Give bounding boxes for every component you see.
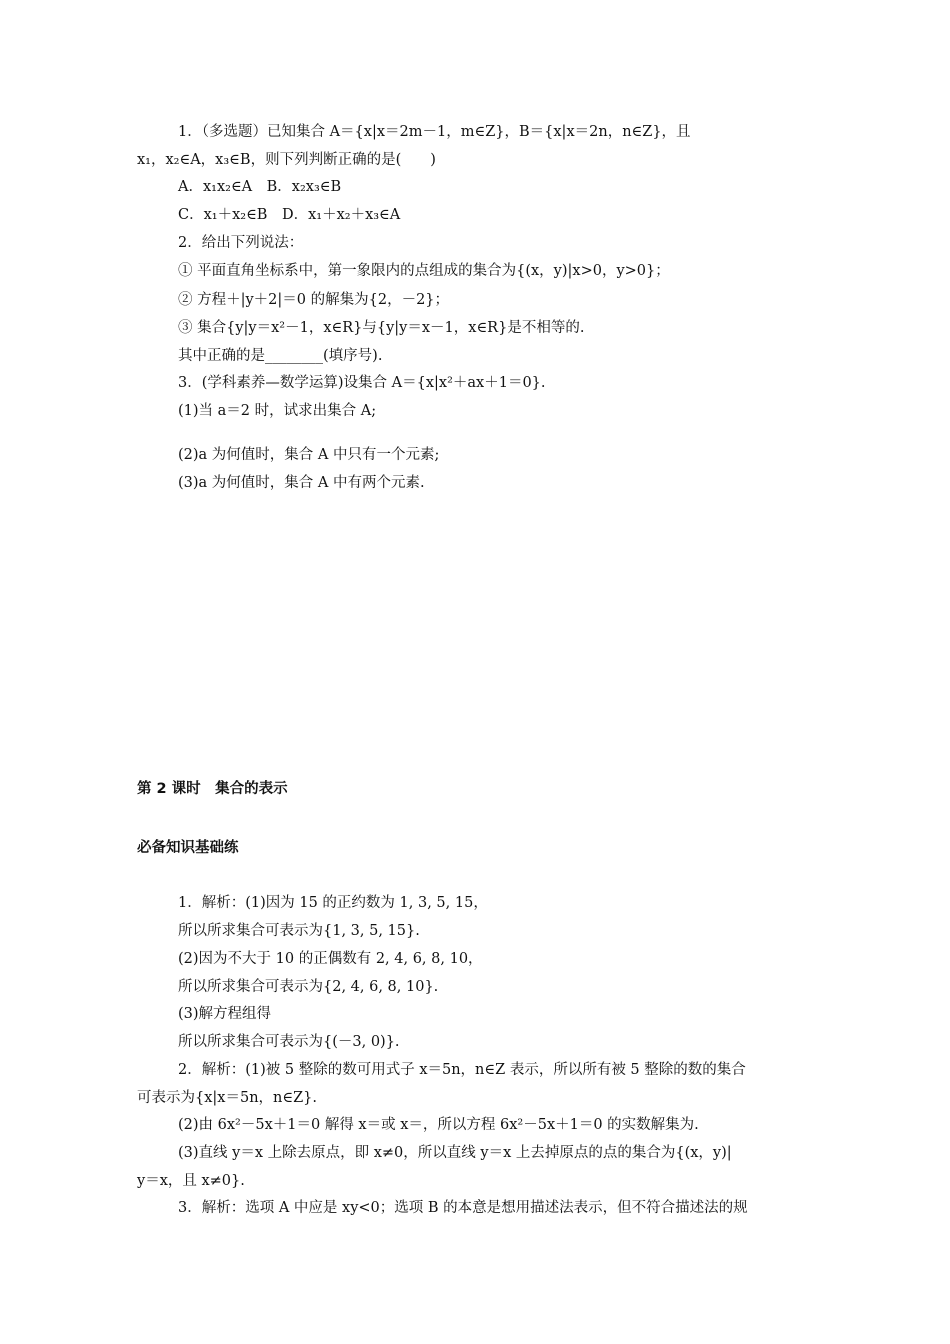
answer-line: (2)因为不大于 10 的正偶数有 2, 4, 6, 8, 10， bbox=[178, 951, 483, 967]
answer-line: (3)直线 y＝x 上除去原点，即 x≠0，所以直线 y＝x 上去掉原点的点的集合为{(x，y)| bbox=[178, 1145, 732, 1161]
exercise-line: x₁，x₂∈A，x₃∈B，则下列判断正确的是( ) bbox=[137, 152, 436, 168]
lesson-title: 第 2 课时 集合的表示 bbox=[137, 781, 288, 797]
answer-line: (2)由 6x²－5x＋1＝0 解得 x＝或 x＝，所以方程 6x²－5x＋1＝0 的实数解集为. bbox=[178, 1117, 699, 1133]
exercise-line: 2．给出下列说法： bbox=[178, 235, 304, 251]
answer-line: 可表示为{x|x＝5n，n∈Z}. bbox=[137, 1090, 318, 1106]
exercise-line: (2)a 为何值时，集合 A 中只有一个元素; bbox=[178, 447, 440, 463]
answer-line: 所以所求集合可表示为{(－3, 0)}. bbox=[178, 1034, 400, 1050]
exercise-line: 1．（多选题）已知集合 A＝{x|x＝2m－1，m∈Z}，B＝{x|x＝2n，n∈Z}，且 bbox=[178, 124, 691, 140]
exercise-line: 3．(学科素养—数学运算)设集合 A＝{x|x²＋ax＋1＝0}. bbox=[178, 375, 546, 391]
exercise-line: (1)当 a＝2 时，试求出集合 A; bbox=[178, 403, 377, 419]
answer-line: 所以所求集合可表示为{2, 4, 6, 8, 10}. bbox=[178, 979, 439, 995]
answer-line: (3)解方程组得 bbox=[178, 1006, 272, 1022]
answer-line: 2．解析：(1)被 5 整除的数可用式子 x＝5n，n∈Z 表示，所以所有被 5 整除的数的集合 bbox=[178, 1062, 746, 1078]
exercise-line: (3)a 为何值时，集合 A 中有两个元素. bbox=[178, 475, 425, 491]
section-title: 必备知识基础练 bbox=[137, 840, 239, 856]
exercise-line: ① 平面直角坐标系中，第一象限内的点组成的集合为{(x，y)|x>0，y>0}； bbox=[178, 263, 670, 279]
exercise-line: ② 方程＋|y＋2|＝0 的解集为{2，－2}； bbox=[178, 292, 450, 308]
answer-line: 所以所求集合可表示为{1, 3, 5, 15}. bbox=[178, 923, 420, 939]
exercise-line: A．x₁x₂∈A B．x₂x₃∈B bbox=[178, 179, 342, 195]
exercise-line: 其中正确的是________(填序号). bbox=[178, 348, 383, 364]
answer-line: y＝x，且 x≠0}. bbox=[137, 1173, 245, 1189]
answer-line: 1．解析：(1)因为 15 的正约数为 1, 3, 5, 15， bbox=[178, 895, 488, 911]
answer-line: 3．解析：选项 A 中应是 xy<0；选项 B 的本意是想用描述法表示，但不符合描述法的规 bbox=[178, 1200, 748, 1216]
exercise-line: ③ 集合{y|y＝x²－1，x∈R}与{y|y＝x－1，x∈R}是不相等的. bbox=[178, 320, 585, 336]
exercise-line: C．x₁＋x₂∈B D．x₁＋x₂＋x₃∈A bbox=[178, 207, 401, 223]
